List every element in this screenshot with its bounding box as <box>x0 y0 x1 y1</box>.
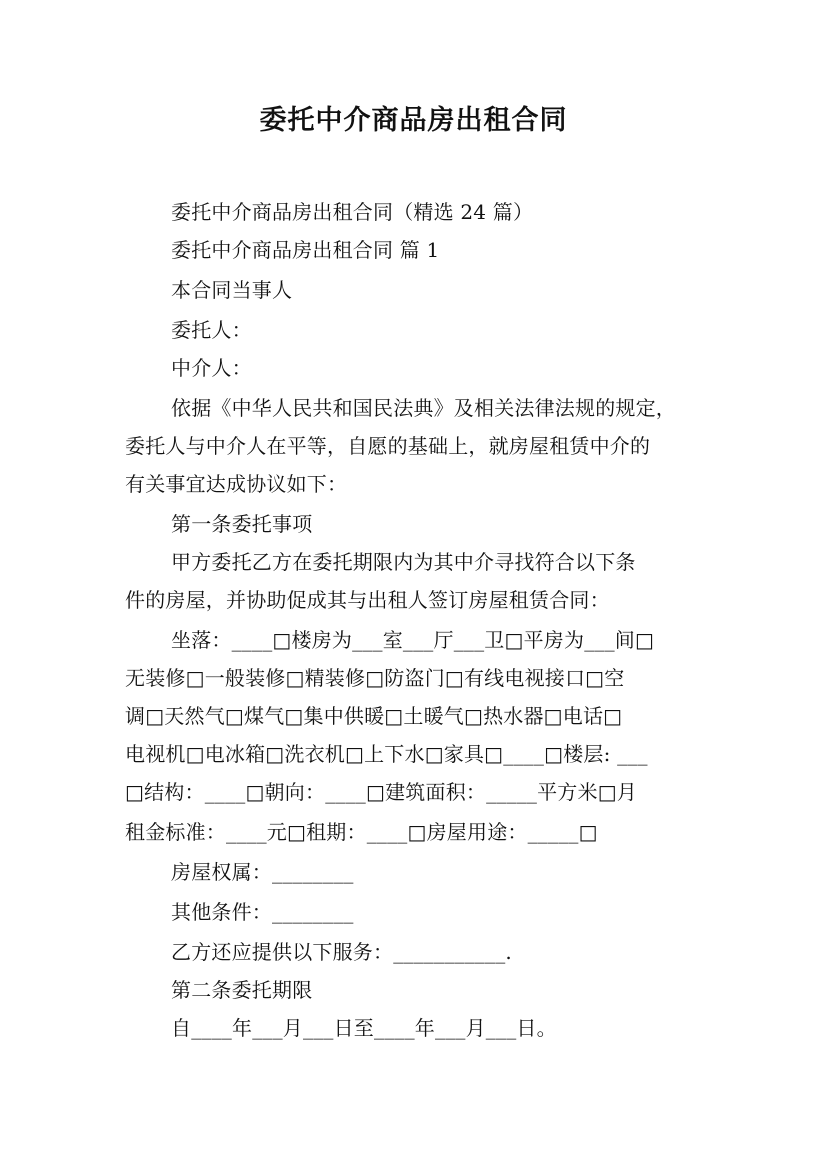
term-dates-line: 自____年___月___日至____年___月___日。 <box>171 1016 557 1040</box>
property-details-line: 调□天然气□煤气□集中供暖□土暖气□热水器□电话□ <box>125 704 623 728</box>
property-details-line: 租金标准：____元□租期：____□房屋用途：_____□ <box>125 820 598 844</box>
paragraph-line: 有关事宜达成协议如下： <box>125 472 348 496</box>
property-details-line: 坐落：____□楼房为___室___厅___卫□平房为___间□ <box>171 628 655 652</box>
other-conditions-field: 其他条件：________ <box>171 900 354 924</box>
paragraph-line: 依据《中华人民共和国民法典》及相关法律法规的规定， <box>171 396 676 420</box>
section-heading: 委托中介商品房出租合同 篇 1 <box>171 238 440 262</box>
property-details-line: □结构：____□朝向：____□建筑面积：_____平方米□月 <box>125 780 637 804</box>
agent-field: 中介人： <box>171 356 252 380</box>
property-details-line: 电视机□电冰箱□洗衣机□上下水□家具□____□楼层: ___ <box>125 742 648 766</box>
article-heading: 第一条委托事项 <box>171 512 313 536</box>
article-heading: 第二条委托期限 <box>171 978 313 1002</box>
property-details-line: 无装修□一般装修□精装修□防盗门□有线电视接口□空 <box>125 666 625 690</box>
paragraph-line: 委托人与中介人在平等，自愿的基础上，就房屋租赁中介的 <box>125 434 651 458</box>
ownership-field: 房屋权属：________ <box>171 860 354 884</box>
paragraph-line: 本合同当事人 <box>171 278 293 302</box>
paragraph-line: 甲方委托乙方在委托期限内为其中介寻找符合以下条 <box>171 550 636 574</box>
client-field: 委托人： <box>171 318 252 342</box>
subtitle-line: 委托中介商品房出租合同（精选 24 篇） <box>171 200 534 224</box>
document-title: 委托中介商品房出租合同 <box>259 105 568 136</box>
paragraph-line: 件的房屋，并协助促成其与出租人签订房屋租赁合同： <box>125 588 610 612</box>
services-field: 乙方还应提供以下服务：___________. <box>171 940 512 964</box>
